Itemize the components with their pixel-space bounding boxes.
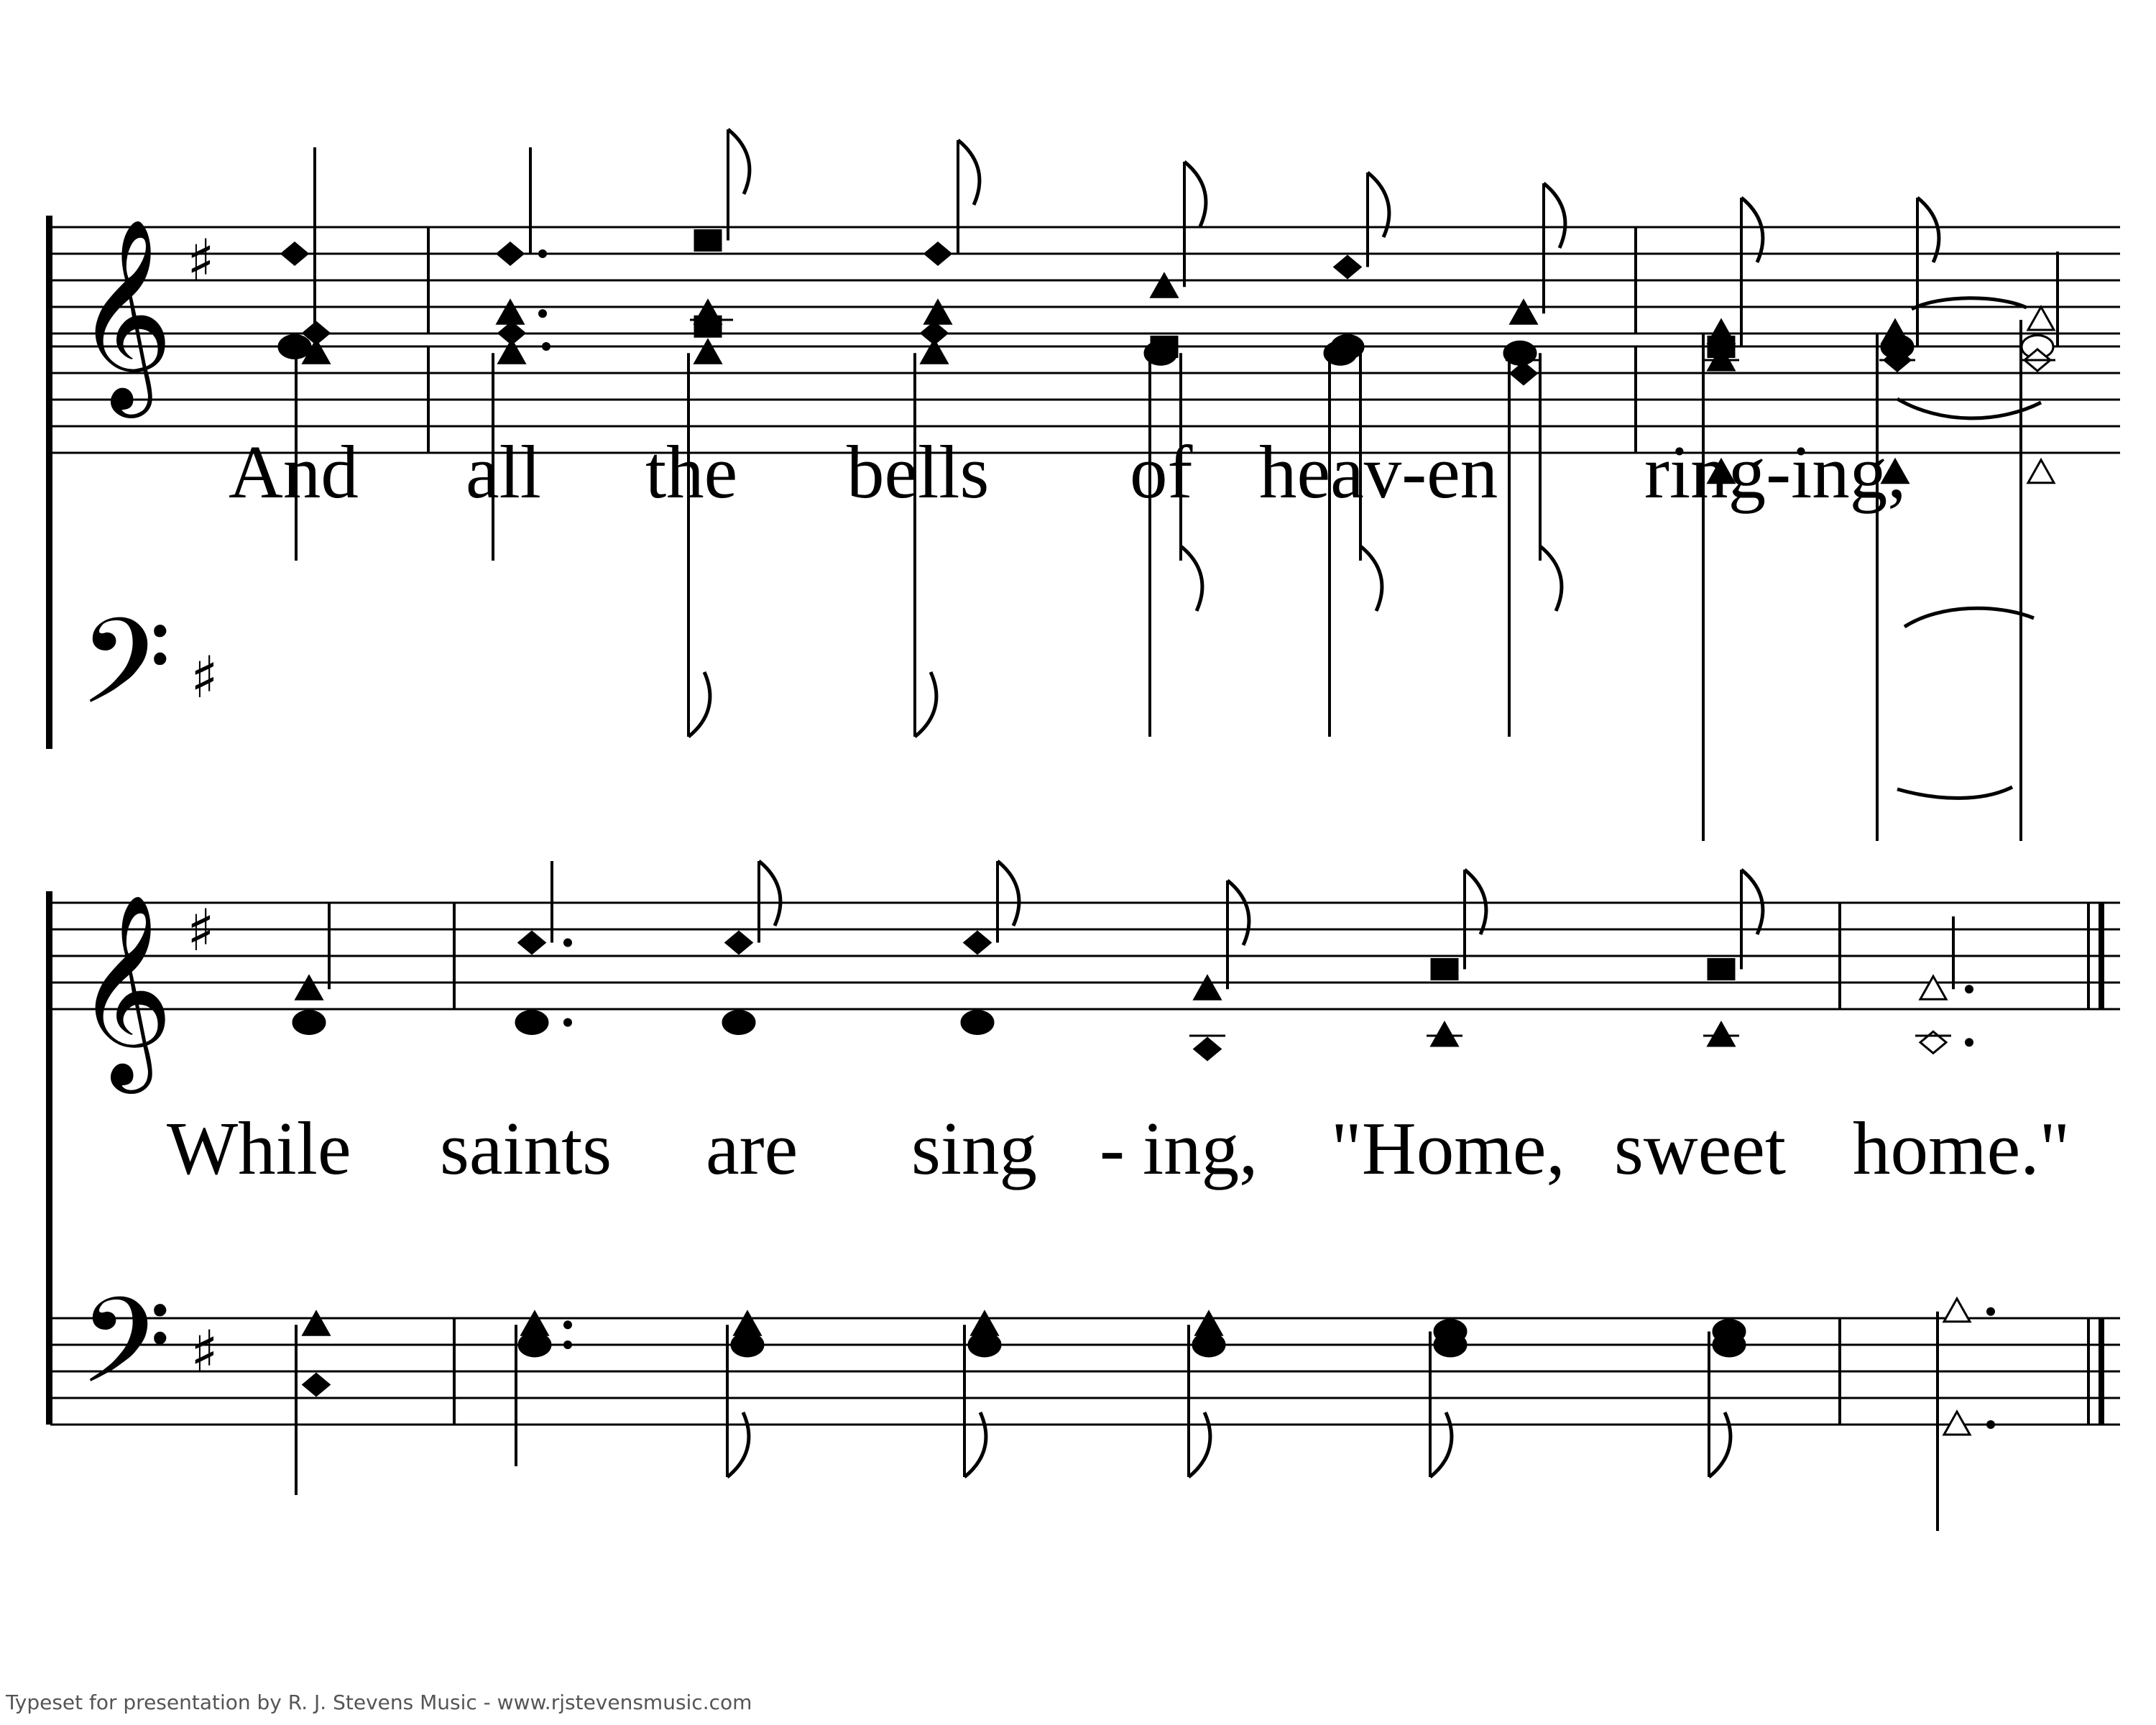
lyric-hyphen: - bbox=[1100, 1106, 1125, 1190]
note-head bbox=[522, 1312, 548, 1335]
lyric-syllable: bells bbox=[847, 430, 990, 514]
note-head bbox=[1432, 960, 1457, 980]
note-flag bbox=[1430, 1412, 1452, 1477]
note-head bbox=[519, 1333, 550, 1356]
note-head bbox=[925, 243, 951, 264]
augmentation-dot bbox=[1986, 1420, 1995, 1429]
lyric-syllable: While bbox=[167, 1106, 351, 1190]
note-head bbox=[1194, 976, 1220, 999]
treble-clef-icon: 𝄞 bbox=[75, 893, 173, 1085]
lyric-syllable: of bbox=[1130, 430, 1193, 514]
note-flag bbox=[1360, 546, 1382, 611]
note-flag bbox=[964, 1412, 986, 1477]
note-head bbox=[519, 932, 545, 954]
lyric-syllable: sweet bbox=[1614, 1106, 1787, 1190]
lyric-syllable: the bbox=[645, 430, 738, 514]
lyric-syllable: sing bbox=[911, 1106, 1038, 1190]
note-head bbox=[2028, 307, 2054, 330]
lyric-syllable: home." bbox=[1853, 1106, 2070, 1190]
note-flag bbox=[1709, 1412, 1731, 1477]
bass-clef-icon: 𝄢 bbox=[79, 1272, 172, 1440]
final-barline bbox=[2099, 903, 2104, 1009]
note-head bbox=[1708, 960, 1734, 980]
augmentation-dot bbox=[1986, 1307, 1995, 1316]
key-signature-sharp-icon: ♯ bbox=[187, 227, 215, 294]
note-head bbox=[1944, 1299, 1970, 1322]
note-head bbox=[516, 1011, 548, 1034]
note-head bbox=[1335, 257, 1360, 278]
note-head bbox=[1920, 976, 1946, 999]
note-head bbox=[497, 300, 523, 323]
note-head bbox=[499, 340, 525, 363]
final-barline bbox=[2099, 1318, 2104, 1425]
note-flag bbox=[1189, 1412, 1210, 1477]
lyric-syllable: ring-ing, bbox=[1644, 430, 1907, 514]
lyric-syllable: saints bbox=[440, 1106, 612, 1190]
lyric-syllable: heav-en bbox=[1259, 430, 1498, 514]
note-head bbox=[972, 1312, 998, 1335]
note-head bbox=[1196, 1312, 1222, 1335]
note-head bbox=[925, 300, 951, 323]
note-flag bbox=[1227, 880, 1249, 945]
key-signature-sharp-icon: ♯ bbox=[190, 644, 218, 711]
note-flag bbox=[759, 861, 780, 926]
note-flag bbox=[727, 1412, 749, 1477]
augmentation-dot bbox=[538, 309, 547, 318]
key-signature-sharp-icon: ♯ bbox=[187, 897, 215, 964]
augmentation-dot bbox=[538, 249, 547, 258]
augmentation-dot bbox=[563, 1018, 572, 1027]
system-bracket bbox=[46, 891, 52, 1425]
staff-lines bbox=[46, 216, 2120, 1425]
augmentation-dot bbox=[542, 342, 550, 351]
treble-clef-icon: 𝄞 bbox=[75, 218, 173, 410]
notes-layer bbox=[279, 129, 2058, 1531]
lyric-syllable: are bbox=[706, 1106, 798, 1190]
tie bbox=[1904, 608, 2034, 627]
lyric-syllable: ing, bbox=[1143, 1106, 1258, 1190]
note-head bbox=[1708, 1023, 1734, 1046]
note-head bbox=[1511, 300, 1537, 323]
note-head bbox=[1944, 1412, 1970, 1435]
tie bbox=[1897, 787, 2012, 798]
note-head bbox=[1432, 1023, 1457, 1046]
note-head bbox=[1194, 1039, 1220, 1060]
note-head bbox=[732, 1333, 763, 1356]
note-head bbox=[303, 1374, 329, 1396]
note-head bbox=[734, 1312, 760, 1335]
note-head bbox=[296, 976, 322, 999]
note-flag bbox=[728, 129, 750, 194]
note-head bbox=[695, 340, 721, 363]
note-flag bbox=[1544, 183, 1565, 248]
augmentation-dot bbox=[1965, 1038, 1973, 1046]
note-head bbox=[303, 1312, 329, 1335]
note-flag bbox=[998, 861, 1019, 926]
note-head bbox=[969, 1333, 1000, 1356]
note-head bbox=[962, 1011, 993, 1034]
note-head bbox=[293, 1011, 325, 1034]
note-head bbox=[1151, 274, 1177, 297]
note-head bbox=[2028, 460, 2054, 483]
augmentation-dot bbox=[563, 939, 572, 947]
note-head bbox=[282, 243, 308, 264]
note-flag bbox=[688, 672, 710, 737]
system-bracket bbox=[46, 216, 52, 749]
note-flag bbox=[1181, 546, 1202, 611]
note-head bbox=[726, 932, 752, 954]
note-head bbox=[1193, 1333, 1225, 1356]
augmentation-dot bbox=[563, 1320, 572, 1329]
augmentation-dot bbox=[1965, 985, 1973, 993]
note-flag bbox=[958, 140, 980, 205]
note-head bbox=[1511, 363, 1537, 385]
key-signature-sharp-icon: ♯ bbox=[190, 1318, 218, 1385]
note-head bbox=[1708, 321, 1734, 344]
note-head bbox=[1882, 321, 1908, 344]
note-head bbox=[964, 932, 990, 954]
note-head bbox=[723, 1011, 755, 1034]
lyric-syllable: And bbox=[229, 430, 359, 514]
augmentation-dot bbox=[563, 1340, 572, 1349]
lyric-syllable: all bbox=[466, 430, 541, 514]
note-flag bbox=[1184, 162, 1206, 226]
typesetter-credit: Typeset for presentation by R. J. Stevens Music - www.rjstevensmusic.com bbox=[6, 1690, 752, 1714]
bass-clef-icon: 𝄢 bbox=[79, 593, 172, 760]
note-head bbox=[1713, 1333, 1745, 1356]
note-head bbox=[1434, 1333, 1466, 1356]
note-head bbox=[921, 340, 947, 363]
note-head bbox=[695, 231, 721, 251]
note-head bbox=[497, 243, 523, 264]
lyric-syllable: "Home, bbox=[1331, 1106, 1565, 1190]
note-flag bbox=[915, 672, 936, 737]
note-flag bbox=[1540, 546, 1562, 611]
